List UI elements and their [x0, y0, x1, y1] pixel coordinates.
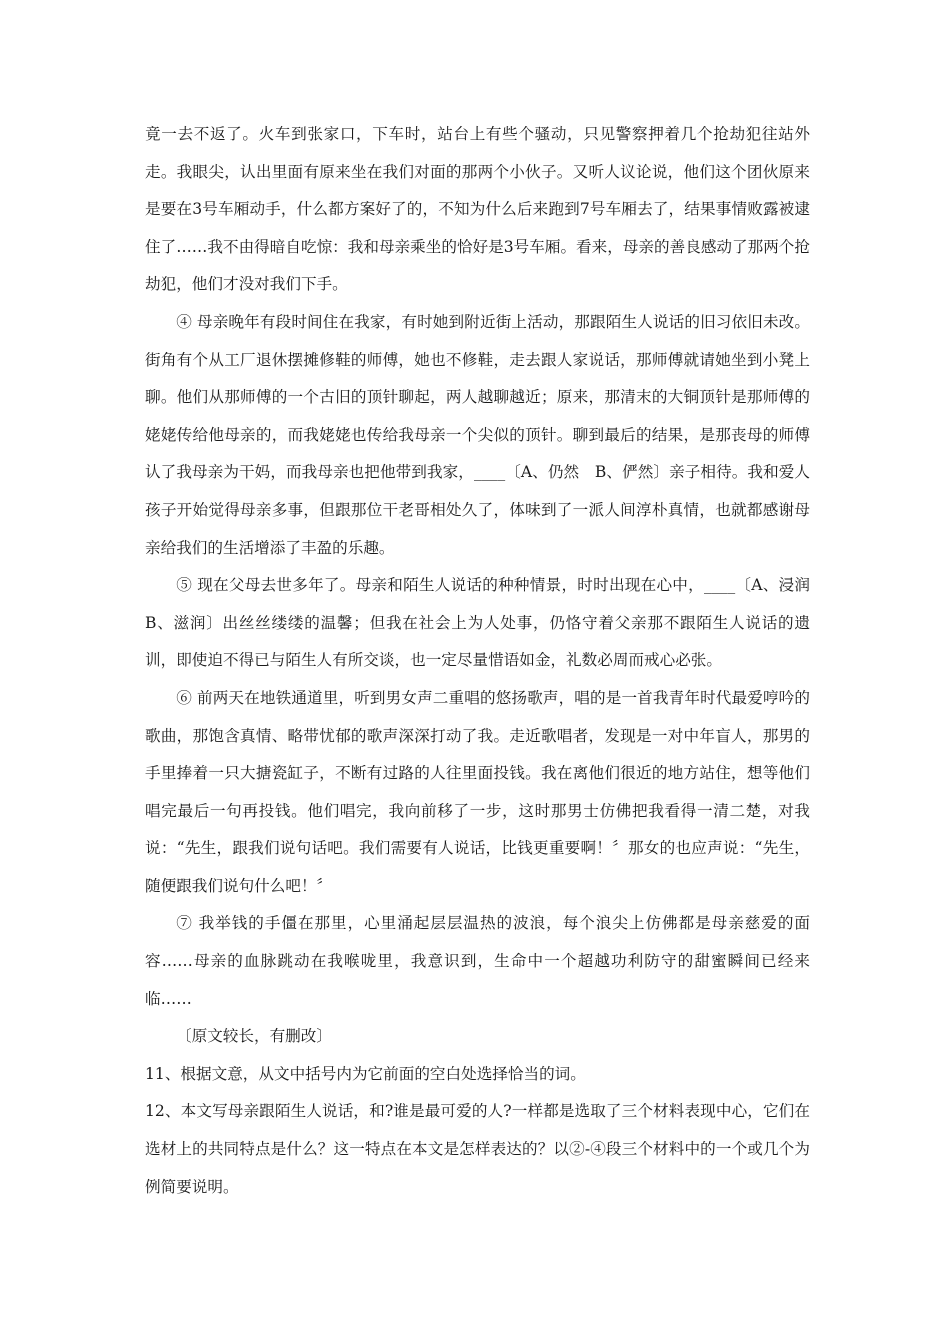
paragraph-4: ④ 母亲晚年有段时间住在我家，有时她到附近街上活动，那跟陌生人说话的旧习依旧未改。街角有个从工厂退休摆摊修鞋的师傅，她也不修鞋，走去跟人家说话，那师傅就请她坐到小凳上聊。他们从那师傅的一个古旧的顶针聊起，两人越聊越近；原来，那清末的大铜顶针是那师傅的姥姥传给他母亲的，而我姥姥也传给我母亲一个尖似的顶针。聊到最后的结果，是那丧母的师傅认了我母亲为干妈，而我母亲也把他带到我家，____〔A、仍然 B、俨然〕亲子相待。我和爱人孩子开始觉得母亲多事，但跟那位干老哥相处久了，体味到了一派人间淳朴真情，也就都感谢母亲给我们的生活增添了丰盈的乐趣。: [145, 312, 810, 557]
question-11: 11、根据文意，从文中括号内为它前面的空白处选择恰当的词。: [145, 1064, 586, 1083]
question-12: 12、本文写母亲跟陌生人说话，和?谁是最可爱的人?一样都是选取了三个材料表现中心，它们在选材上的共同特点是什么？这一特点在本文是怎样表达的？以②-④段三个材料中的一个或几个为例简要说明。: [145, 1102, 810, 1196]
source-note: 〔原文较长，有删改〕: [176, 1027, 332, 1046]
paragraph-6: ⑥ 前两天在地铁通道里，听到男女声二重唱的悠扬歌声，唱的是一首我青年时代最爱哼吟的歌曲，那饱含真情、略带忧郁的歌声深深打动了我。走近歌唱者，发现是一对中年盲人，那男的手里捧着一只大搪瓷缸子，不断有过路的人往里面投钱。我在离他们很近的地方站住，想等他们唱完最后一句再投钱。他们唱完，我向前移了一步，这时那男士仿佛把我看得一清二楚，对我说：“先生，跟我们说句话吧。我们需要有人说话，比钱更重要啊！〞那女的也应声说：“先生，随便跟我们说句什么吧！〞: [145, 688, 810, 895]
paragraph-continued: 竟一去不返了。火车到张家口，下车时，站台上有些个骚动，只见警察押着几个抢劫犯往站外走。我眼尖，认出里面有原来坐在我们对面的那两个小伙子。又听人议论说，他们这个团伙原来是要在3号车厢动手，什么都方案好了的，不知为什么后来跑到7号车厢去了，结果事情败露被逮住了……我不由得暗自吃惊：我和母亲乘坐的恰好是3号车厢。看来，母亲的善良感动了那两个抢劫犯，他们才没对我们下手。: [145, 125, 810, 294]
document-body: [145, 116, 826, 1206]
paragraph-7: ⑦ 我举钱的手僵在那里，心里涌起层层温热的波浪，每个浪尖上仿佛都是母亲慈爱的面容……母亲的血脉跳动在我喉咙里，我意识到，生命中一个超越功利防守的甜蜜瞬间已经来临……: [145, 914, 810, 1008]
paragraph-5: ⑤ 现在父母去世多年了。母亲和陌生人说话的种种情景，时时出现在心中，____〔A、浸润 B、滋润〕出丝丝缕缕的温馨；但我在社会上为人处事，仍恪守着父亲那不跟陌生人说话的遗训，即使迫不得已与陌生人有所交谈，也一定尽量惜语如金，礼数必周而戒心必张。: [145, 576, 826, 670]
